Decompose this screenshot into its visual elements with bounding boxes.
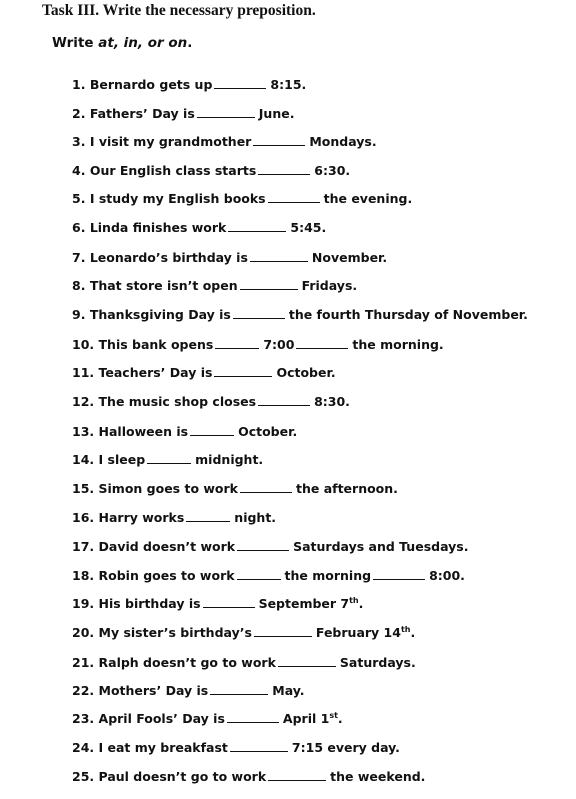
exercise-item (72, 276, 357, 296)
item-text-before: Leonardo’s birthday is (89, 250, 248, 265)
item-text-after: the evening. (323, 191, 413, 206)
item-text-after: the morning. (352, 337, 444, 352)
exercise-item (72, 594, 363, 614)
item-text-before: Robin goes to work (98, 568, 235, 583)
answer-blank[interactable] (258, 392, 310, 406)
item-number: 24. (72, 740, 95, 755)
answer-blank[interactable] (268, 189, 320, 203)
answer-blank[interactable] (197, 104, 255, 118)
item-number: 25. (72, 769, 95, 784)
exercise-item (72, 75, 306, 95)
exercise-item (72, 189, 412, 209)
answer-blank[interactable] (373, 566, 425, 580)
item-text-before: Linda finishes work (89, 220, 227, 235)
item-text-before: My sister’s birthday’s (98, 625, 252, 640)
item-text-before: Fathers’ Day is (89, 106, 195, 121)
item-text-after: April 1 (282, 711, 330, 726)
answer-blank[interactable] (228, 218, 286, 232)
item-text-after: Fridays. (301, 278, 358, 293)
item-number: 6. (72, 220, 86, 235)
instruction-prefix: Write (52, 35, 99, 51)
answer-blank[interactable] (240, 276, 298, 290)
item-number: 17. (72, 539, 95, 554)
item-number: 20. (72, 625, 95, 640)
item-text-before: His birthday is (98, 596, 201, 611)
item-text-before: Harry works (98, 510, 185, 525)
answer-blank[interactable] (254, 623, 312, 637)
answer-blank[interactable] (296, 335, 348, 349)
exercise-item (72, 709, 343, 729)
answer-blank[interactable] (227, 709, 279, 723)
item-text-after: 8:00. (429, 568, 465, 583)
item-text-before: April Fools’ Day is (98, 711, 225, 726)
exercise-item (72, 422, 297, 442)
exercise-item (72, 508, 276, 528)
item-text-before: Paul doesn’t go to work (98, 769, 267, 784)
answer-blank[interactable] (278, 653, 336, 667)
answer-blank[interactable] (210, 681, 268, 695)
item-text-after: October. (238, 424, 298, 439)
exercise-item (72, 392, 350, 412)
answer-blank[interactable] (250, 248, 308, 262)
item-number: 21. (72, 655, 95, 670)
exercise-item (72, 161, 350, 181)
exercise-item (72, 132, 377, 152)
instruction (52, 35, 192, 51)
item-text-after: the fourth Thursday of November. (288, 307, 528, 322)
answer-blank[interactable] (268, 767, 326, 781)
item-text-after: night. (234, 510, 277, 525)
exercise-item (72, 363, 336, 383)
item-text-after: September 7 (258, 596, 350, 611)
item-text-after: February 14 (315, 625, 401, 640)
exercise-item (72, 566, 465, 586)
answer-blank[interactable] (215, 335, 259, 349)
item-number: 1. (72, 77, 86, 92)
item-text-before: That store isn’t open (89, 278, 238, 293)
item-text-after: 7:15 every day. (291, 740, 400, 755)
answer-blank[interactable] (230, 738, 288, 752)
instruction-suffix: . (187, 35, 193, 51)
item-text-after: 6:30. (314, 163, 351, 178)
answer-blank[interactable] (147, 450, 191, 464)
exercise-item (72, 479, 398, 499)
item-number: 22. (72, 683, 95, 698)
answer-blank[interactable] (190, 422, 234, 436)
item-text-before: I eat my breakfast (98, 740, 228, 755)
item-text-after: Saturdays. (339, 655, 416, 670)
item-text-before: Mothers’ Day is (98, 683, 209, 698)
item-text-after: 5:45. (290, 220, 327, 235)
answer-blank[interactable] (240, 479, 292, 493)
answer-blank[interactable] (203, 594, 255, 608)
item-text-tail: . (358, 596, 364, 611)
item-number: 11. (72, 365, 95, 380)
ordinal-suffix: st (329, 710, 338, 720)
item-text-after: May. (272, 683, 305, 698)
item-number: 2. (72, 106, 86, 121)
item-text-after: Mondays. (309, 134, 377, 149)
item-number: 18. (72, 568, 95, 583)
item-text-after: Saturdays and Tuesdays. (293, 539, 469, 554)
exercise-item (72, 738, 400, 758)
item-text-before: I study my English books (89, 191, 266, 206)
exercise-item (72, 104, 294, 124)
item-text-before: Our English class starts (89, 163, 257, 178)
task-title: Task III. Write the necessary preposition. (42, 2, 316, 19)
item-number: 13. (72, 424, 95, 439)
item-text-middle: the morning (284, 568, 372, 583)
item-number: 19. (72, 596, 95, 611)
item-text-before: David doesn’t work (98, 539, 236, 554)
item-number: 3. (72, 134, 86, 149)
answer-blank[interactable] (233, 305, 285, 319)
exercise-item (72, 537, 468, 557)
answer-blank[interactable] (237, 566, 281, 580)
answer-blank[interactable] (258, 161, 310, 175)
item-number: 14. (72, 452, 95, 467)
exercise-item (72, 218, 326, 238)
item-text-after: June. (258, 106, 295, 121)
item-text-before: Bernardo gets up (89, 77, 213, 92)
item-text-before: This bank opens (98, 337, 214, 352)
item-text-before: I sleep (98, 452, 146, 467)
item-number: 16. (72, 510, 95, 525)
item-text-before: Ralph doesn’t go to work (98, 655, 276, 670)
item-number: 15. (72, 481, 95, 496)
exercise-item (72, 450, 263, 470)
ordinal-suffix: th (400, 624, 411, 634)
item-text-before: Teachers’ Day is (98, 365, 213, 380)
item-text-tail: . (337, 711, 343, 726)
item-number: 9. (72, 307, 86, 322)
item-number: 7. (72, 250, 86, 265)
answer-blank[interactable] (214, 363, 272, 377)
item-number: 8. (72, 278, 86, 293)
answer-blank[interactable] (237, 537, 289, 551)
answer-blank[interactable] (186, 508, 230, 522)
item-text-after: the weekend. (330, 769, 426, 784)
item-text-middle: 7:00 (263, 337, 295, 352)
item-text-after: 8:30. (314, 394, 350, 409)
item-text-after: October. (276, 365, 336, 380)
item-number: 4. (72, 163, 86, 178)
exercise-item (72, 248, 387, 268)
item-text-before: Thanksgiving Day is (89, 307, 231, 322)
answer-blank[interactable] (253, 132, 305, 146)
exercise-item (72, 305, 528, 325)
instruction-options: at, in, or on (98, 35, 188, 51)
item-text-after: November. (311, 250, 388, 265)
item-text-before: I visit my grandmother (89, 134, 252, 149)
item-text-before: Simon goes to work (98, 481, 238, 496)
exercise-item (72, 653, 416, 673)
item-text-before: The music shop closes (98, 394, 257, 409)
answer-blank[interactable] (214, 75, 266, 89)
item-text-after: the afternoon. (296, 481, 398, 496)
item-number: 23. (72, 711, 95, 726)
item-text-after: midnight. (195, 452, 264, 467)
exercise-item (72, 767, 425, 787)
item-number: 10. (72, 337, 95, 352)
exercise-item (72, 623, 415, 643)
item-text-after: 8:15. (270, 77, 307, 92)
item-number: 5. (72, 191, 86, 206)
item-number: 12. (72, 394, 95, 409)
exercise-item (72, 681, 305, 701)
ordinal-suffix: th (349, 595, 359, 605)
item-text-before: Halloween is (98, 424, 189, 439)
item-text-tail: . (410, 625, 416, 640)
exercise-item (72, 335, 444, 355)
